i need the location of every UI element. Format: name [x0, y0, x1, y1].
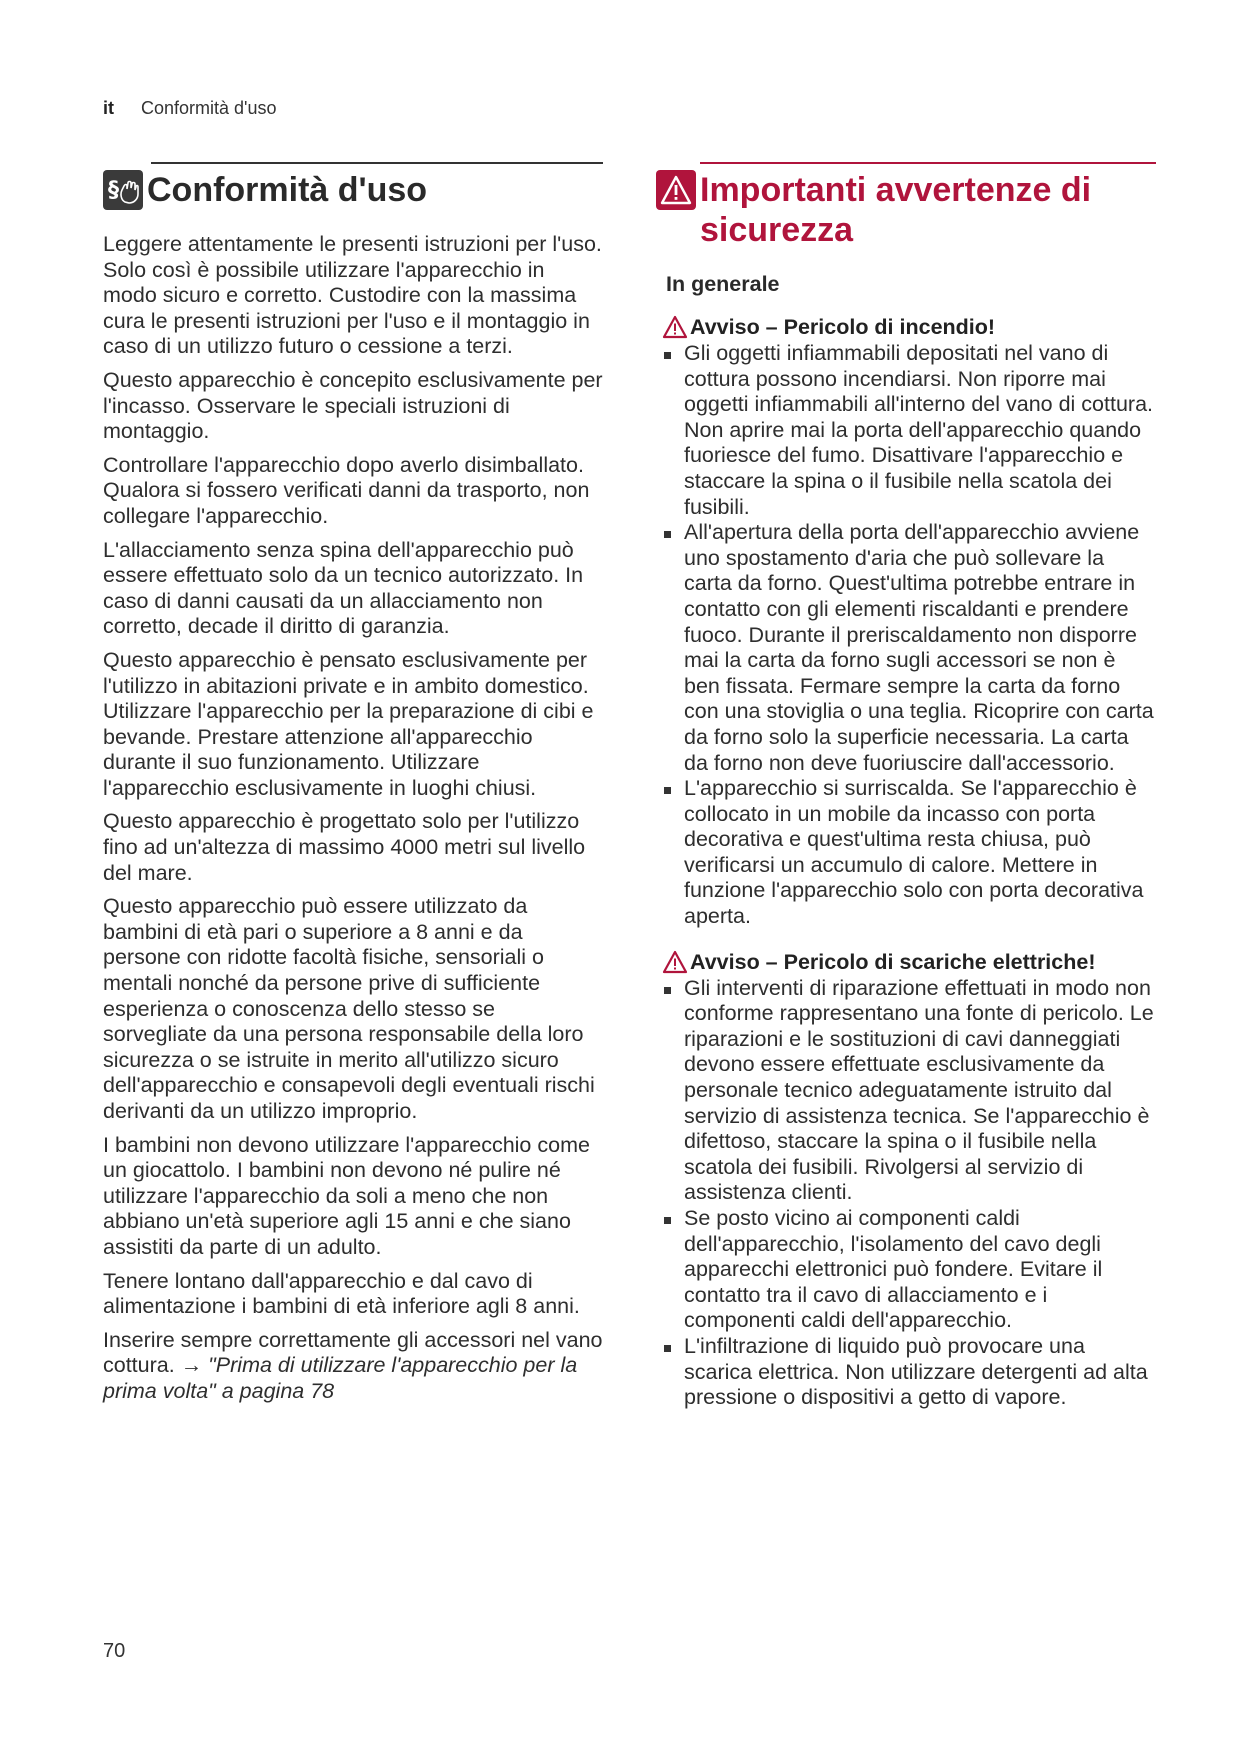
paragraph: Tenere lontano dall'apparecchio e dal cavo di alimentazione i bambini di età inferiore agli 8 anni.	[103, 1268, 580, 1319]
paragraph: L'allacciamento senza spina dell'apparecchio può essere effettuato solo da un tecnico autorizzato. In caso di danni causati da un allacciamento non corretto, decade il diritto di garanzia.	[103, 537, 584, 639]
paragraph: Questo apparecchio è concepito esclusivamente per l'incasso. Osservare le speciali istruzioni di montaggio.	[103, 367, 603, 444]
bullet-icon	[664, 1217, 671, 1224]
subsection-heading: In generale	[666, 272, 780, 296]
bullet-icon	[664, 787, 671, 794]
warning-triangle-icon	[662, 315, 688, 339]
electric-warning-heading	[662, 950, 1156, 974]
paragraph: Questo apparecchio può essere utilizzato da bambini di età pari o superiore a 8 anni e da persone con ridotte facoltà fisiche, sensoriali o mentali nonché da persone prive di sufficiente esperienza o conoscenza dello stesso se sorvegliate da una persona responsabile della loro sicurezza o se istruite in merito all'utilizzo sicuro dell'apparecchio e consapevoli degli eventuali rischi derivanti da un utilizzo improprio.	[103, 894, 595, 1123]
safety-title: Importanti avvertenze di sicurezza	[700, 171, 1092, 249]
running-header-title: Conformità d'uso	[141, 98, 277, 118]
paragraph: Controllare l'apparecchio dopo averlo disimballato. Qualora si fossero verificati danni da trasporto, non collegare l'apparecchio.	[103, 452, 590, 528]
cross-reference-link[interactable]: "Prima di utilizzare l'apparecchio per la prima volta" a pagina 78	[103, 1353, 578, 1403]
list-item: Se posto vicino ai componenti caldi dell'apparecchio, l'isolamento del cavo degli apparecchi elettronici può fondere. Evitare il contatto tra il cavo di allacciamento e i componenti caldi dell'apparecchio.	[656, 1206, 1156, 1334]
paragraph: Leggere attentamente le presenti istruzioni per l'uso. Solo così è possibile utilizzare l'apparecchio in modo sicuro e corretto. Custodire con la massima cura le presenti istruzioni per l'uso e il montaggio in caso di un utilizzo futuro o cessione a terzi.	[103, 232, 602, 359]
paragraph-text: Inserire sempre correttamente gli accessori nel vano cottura.	[103, 1327, 603, 1378]
warning-icon	[656, 170, 696, 210]
language-code: it	[103, 98, 114, 118]
bullet-icon	[664, 531, 671, 538]
list-item: Gli oggetti infiammabili depositati nel vano di cottura possono incendiarsi. Non riporre mai oggetti infiammabili all'interno del vano di cottura. Non aprire mai la porta dell'apparecchio quando fuoriesce del fumo. Disattivare l'apparecchio e staccare la spina o il fusibile nella scatola dei fusibili.	[656, 341, 1156, 520]
bullet-icon	[664, 352, 671, 359]
list-item: L'infiltrazione di liquido può provocare una scarica elettrica. Non utilizzare detergenti ad alta pressione o dispositivi a getto di vapore.	[656, 1334, 1156, 1411]
alert-title: Avviso – Pericolo di incendio!	[690, 315, 996, 339]
svg-text:§: §	[108, 178, 119, 203]
bullet-icon	[664, 987, 671, 994]
paragraph: I bambini non devono utilizzare l'apparecchio come un giocattolo. I bambini non devono né pulire né utilizzare l'apparecchio da soli a meno che non abbiano un'età superiore agli 15 anni e che siano assistiti da parte di un adulto.	[103, 1132, 590, 1259]
safety-heading	[656, 170, 1156, 250]
right-column	[656, 162, 1156, 1411]
running-header	[103, 98, 277, 119]
left-column	[103, 162, 603, 1413]
alert-title: Avviso – Pericolo di scariche elettriche!	[690, 949, 1096, 974]
arrow-icon: →	[180, 1353, 203, 1378]
section-rule	[700, 162, 1156, 164]
section-heading	[103, 170, 603, 210]
paragraph: Questo apparecchio è pensato esclusivamente per l'utilizzo in abitazioni private e in ambito domestico. Utilizzare l'apparecchio per la preparazione di cibi e bevande. Prestare attenzione all'apparecchio durante il suo funzionamento. Utilizzare l'apparecchio esclusivamente in luoghi chiusi.	[103, 647, 594, 800]
list-item: L'apparecchio si surriscalda. Se l'apparecchio è collocato in un mobile da incasso con porta decorativa e quest'ultima resta chiusa, può verificarsi un accumulo di calore. Mettere in funzione l'apparecchio solo con porta decorativa aperta.	[656, 776, 1156, 930]
bullet-icon	[664, 1345, 671, 1352]
warning-triangle-icon	[662, 950, 688, 974]
electric-warning-list	[656, 976, 1156, 1411]
paragraph-with-reference	[103, 1328, 603, 1405]
paragraph: Questo apparecchio è progettato solo per l'utilizzo fino ad un'altezza di massimo 4000 metri sul livello del mare.	[103, 809, 586, 885]
fire-warning-heading	[662, 315, 1156, 339]
list-item: Gli interventi di riparazione effettuati in modo non conforme rappresentano una fonte di pericolo. Le riparazioni e le sostituzioni di cavi danneggiati devono essere effettuate esclusivamente da personale tecnico adeguatamente istruito dal servizio di assistenza tecnica. Se l'apparecchio è difettoso, staccare la spina o il fusibile nella scatola dei fusibili. Rivolgersi al servizio di assistenza clienti.	[656, 976, 1156, 1206]
list-item: All'apertura della porta dell'apparecchio avviene uno spostamento d'aria che può sollevare la carta da forno. Quest'ultima potrebbe entrare in contatto con gli elementi riscaldanti e prendere fuoco. Durante il preriscaldamento non disporre mai la carta da forno sugli accessori se non è ben fissata. Fermare sempre la carta da forno con una stoviglia o una teglia. Ricoprire con carta da forno solo la superficie necessaria. La carta da forno non deve fuoriuscire dall'accessorio.	[656, 520, 1156, 776]
page-number: 70	[103, 1640, 126, 1662]
section-title: Conformità d'uso	[147, 171, 428, 209]
section-hand-icon	[103, 170, 143, 210]
section-rule	[151, 162, 603, 164]
fire-warning-list	[656, 341, 1156, 930]
